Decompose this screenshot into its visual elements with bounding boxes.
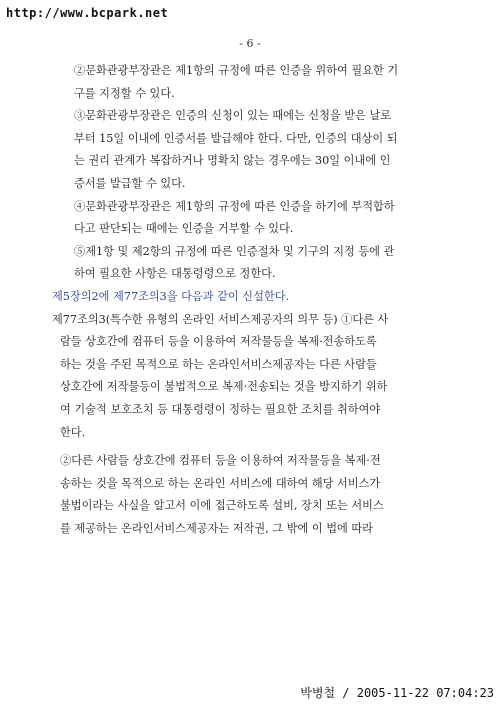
text-line: 하여 필요한 사항은 대통령령으로 정한다. <box>74 267 276 281</box>
text-line: 람들 상호간에 컴퓨터 등을 이용하여 저작물등을 복제·전송하도록 <box>60 335 377 349</box>
text-line: 는 권리 관계가 복잡하거나 명확치 않는 경우에는 30일 이내에 인 <box>74 154 391 168</box>
footer-author-timestamp: 박병철 / 2005-11-22 07:04:23 <box>300 686 494 700</box>
article-heading-line: 제77조의3(특수한 유형의 온라인 서비스제공자의 의무 등) ①다른 사 <box>52 312 389 326</box>
text-line: 송하는 것을 목적으로 하는 온라인 서비스에 대하여 해당 서비스가 <box>60 476 381 490</box>
text-line: 한다. <box>60 425 86 439</box>
document-body <box>52 60 450 540</box>
text-line: 여 기술적 보호조치 등 대통령령이 정하는 필요한 조치를 취하여야 <box>60 402 381 416</box>
text-line: 구를 지정할 수 있다. <box>74 86 175 100</box>
text-line: ②다른 사람들 상호간에 컴퓨터 등을 이용하여 저작물등을 복제·전 <box>60 454 381 468</box>
text-line: 상호간에 저작물등이 불법적으로 복제·전송되는 것을 방지하기 위하 <box>60 380 388 394</box>
text-line: ⑤제1항 및 제2항의 규정에 따른 인증절차 및 기구의 지정 등에 관 <box>74 244 395 258</box>
text-line: 다고 판단되는 때에는 인증을 거부할 수 있다. <box>74 222 294 236</box>
article-77-3-paragraph-2 <box>60 450 450 540</box>
text-line: ④문화관광부장관은 제1항의 규정에 따른 인증을 하기에 부적합하 <box>74 199 395 213</box>
page-number: - 6 - <box>239 37 261 50</box>
amendment-line: 제5장의2에 제77조의3을 다음과 같이 신설한다. <box>52 289 290 303</box>
text-line: ③문화관광부장관은 인증의 신청이 있는 때에는 신청을 받은 날로 <box>74 109 392 123</box>
article-77-3 <box>52 309 450 445</box>
watermark-url: http://www.bcpark.net <box>6 6 169 20</box>
text-line: 증서를 발급할 수 있다. <box>74 176 186 190</box>
paragraph-3 <box>60 105 450 195</box>
paragraph-2 <box>60 60 450 105</box>
text-line: 를 제공하는 온라인서비스제공자는 저작권, 그 밖에 이 법에 따라 <box>60 521 373 535</box>
text-line: 하는 것을 주된 목적으로 하는 온라인서비스제공자는 다른 사람들 <box>60 357 377 371</box>
text-line: ②문화관광부장관은 제1항의 규정에 따른 인증을 위하여 필요한 기 <box>74 64 399 77</box>
text-line: 부터 15일 이내에 인증서를 발급해야 한다. 다만, 인증의 대상이 되 <box>74 131 398 145</box>
paragraph-5 <box>60 241 450 286</box>
paragraph-4 <box>60 196 450 241</box>
amendment-instruction <box>52 286 450 309</box>
text-line: 불법이라는 사실을 알고서 이에 접근하도록 설비, 장치 또는 서비스 <box>60 499 384 513</box>
